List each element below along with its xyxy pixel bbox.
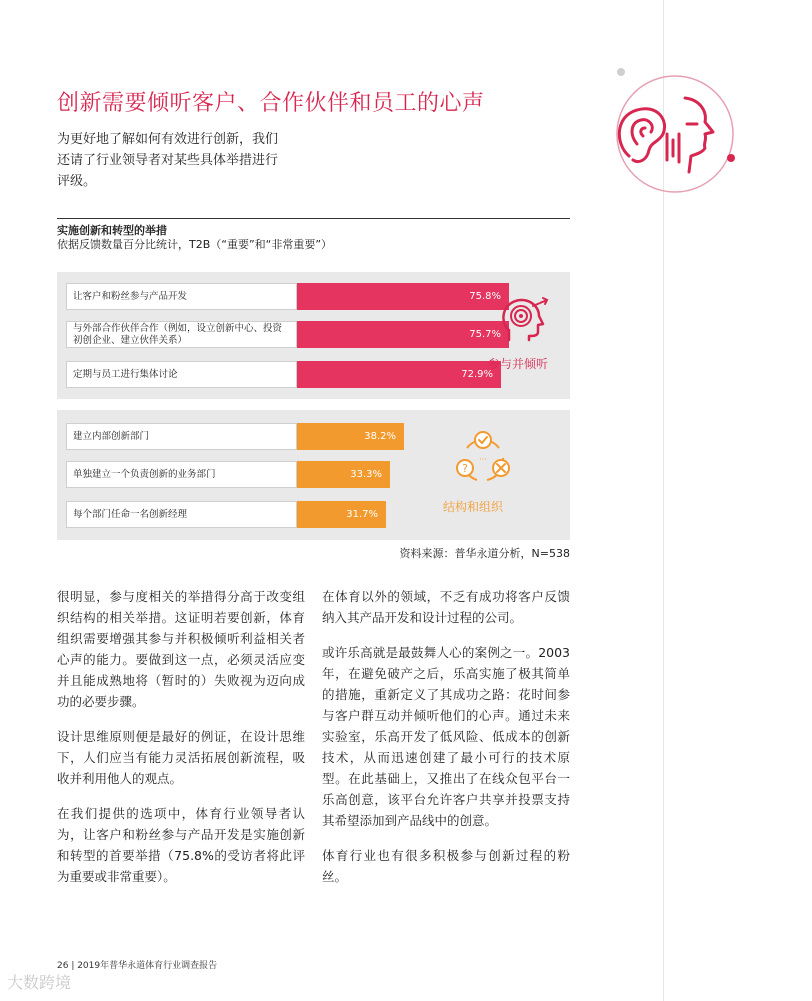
body-column-right — [322, 586, 570, 901]
paragraph: 设计思维原则便是最好的例证，在设计思维下，人们应当有能力灵活拓展创新流程，吸收并利用他人的观点。 — [57, 729, 305, 786]
bar-category-label: 建立内部创新部门 — [66, 423, 297, 450]
ear-listening-icon — [585, 64, 745, 204]
bar — [297, 283, 509, 310]
intro-text: 为更好地了解如何有效进行创新，我们还请了行业领导者对某些具体举措进行评级。 — [57, 132, 279, 189]
watermark: 大数跨境 — [7, 973, 72, 992]
paragraph: 或许乐高就是最鼓舞人心的案例之一。2003年，在避免破产之后，乐高实施了极其简单的措施，重新定义了其成功之路：花时间参与客户群互动并倾听他们的心声。通过未来实验室，乐高开发了低风险、低成本的创新技术，从而迅速创建了最小可行的技术原型。在此基础上，又推出了在线众包平台一乐高创意，该平台允许客户共享并投票支持其希望添加到产品线中的创意。 — [322, 645, 570, 828]
bar-row — [66, 283, 509, 310]
bar-category-label: 与外部合作伙伴合作（例如，设立创新中心、投资初创企业、建立伙伴关系） — [66, 321, 297, 348]
bar-value-label: 31.7% — [346, 509, 378, 520]
cycle-check-question-x-icon — [453, 430, 513, 490]
bar-category-label: 定期与员工进行集体讨论 — [66, 361, 297, 388]
bar — [297, 461, 390, 488]
paragraph: 在我们提供的选项中，体育行业领导者认为，让客户和粉丝参与产品开发是实施创新和转型的首要举措（75.8%的受访者将此评为重要或非常重要）。 — [57, 806, 305, 884]
bar — [297, 423, 404, 450]
svg-text:···: ··· — [479, 455, 487, 464]
body-column-left — [57, 586, 305, 901]
bar-category-label: 每个部门任命一名创新经理 — [66, 501, 297, 528]
bar-row — [66, 361, 501, 388]
head-spiral-icon — [497, 294, 549, 350]
bar — [297, 501, 386, 528]
section-rule — [57, 218, 570, 219]
bar-value-label: 75.8% — [469, 291, 501, 302]
group-label-structure: 结构和组织 — [443, 500, 504, 514]
paragraph: 很明显，参与度相关的举措得分高于改变组织结构的相关举措。这证明若要创新，体育组织需要增强其参与并积极倾听利益相关者心声的能力。要做到这一点，必须灵活应变并且能成熟地将（暂时的）失败视为迈向成功的必要步骤。 — [57, 589, 305, 709]
bar — [297, 321, 509, 348]
bar-category-label: 单独建立一个负责创新的业务部门 — [66, 461, 297, 488]
bar-value-label: 72.9% — [461, 369, 493, 380]
bar-value-label: 33.3% — [350, 469, 382, 480]
paragraph: 在体育以外的领域，不乏有成功将客户反馈纳入其产品开发和设计过程的公司。 — [322, 589, 570, 625]
bar-value-label: 38.2% — [364, 431, 396, 442]
page-footer: 26 | 2019年普华永道体育行业调查报告 — [57, 961, 218, 971]
chart-panel-structure — [57, 410, 570, 540]
source-note: 资料来源：普华永道分析，N=538 — [399, 547, 570, 560]
chart-panel-engage — [57, 272, 570, 399]
group-label-engage: 参与并倾听 — [488, 357, 549, 371]
bar-row — [66, 461, 390, 488]
paragraph: 体育行业也有很多积极参与创新过程的粉丝。 — [322, 848, 570, 884]
bar-row — [66, 321, 509, 348]
bar-value-label: 75.7% — [469, 329, 501, 340]
bar-category-label: 让客户和粉丝参与产品开发 — [66, 283, 297, 310]
section-title: 实施创新和转型的举措 — [57, 224, 167, 237]
bar — [297, 361, 501, 388]
bar-row — [66, 501, 386, 528]
page-title: 创新需要倾听客户、合作伙伴和员工的心声 — [57, 91, 485, 116]
section-subtitle: 依据反馈数量百分比统计，T2B（“重要”和“非常重要”） — [57, 238, 333, 251]
bar-row — [66, 423, 404, 450]
svg-text:?: ? — [462, 462, 468, 475]
